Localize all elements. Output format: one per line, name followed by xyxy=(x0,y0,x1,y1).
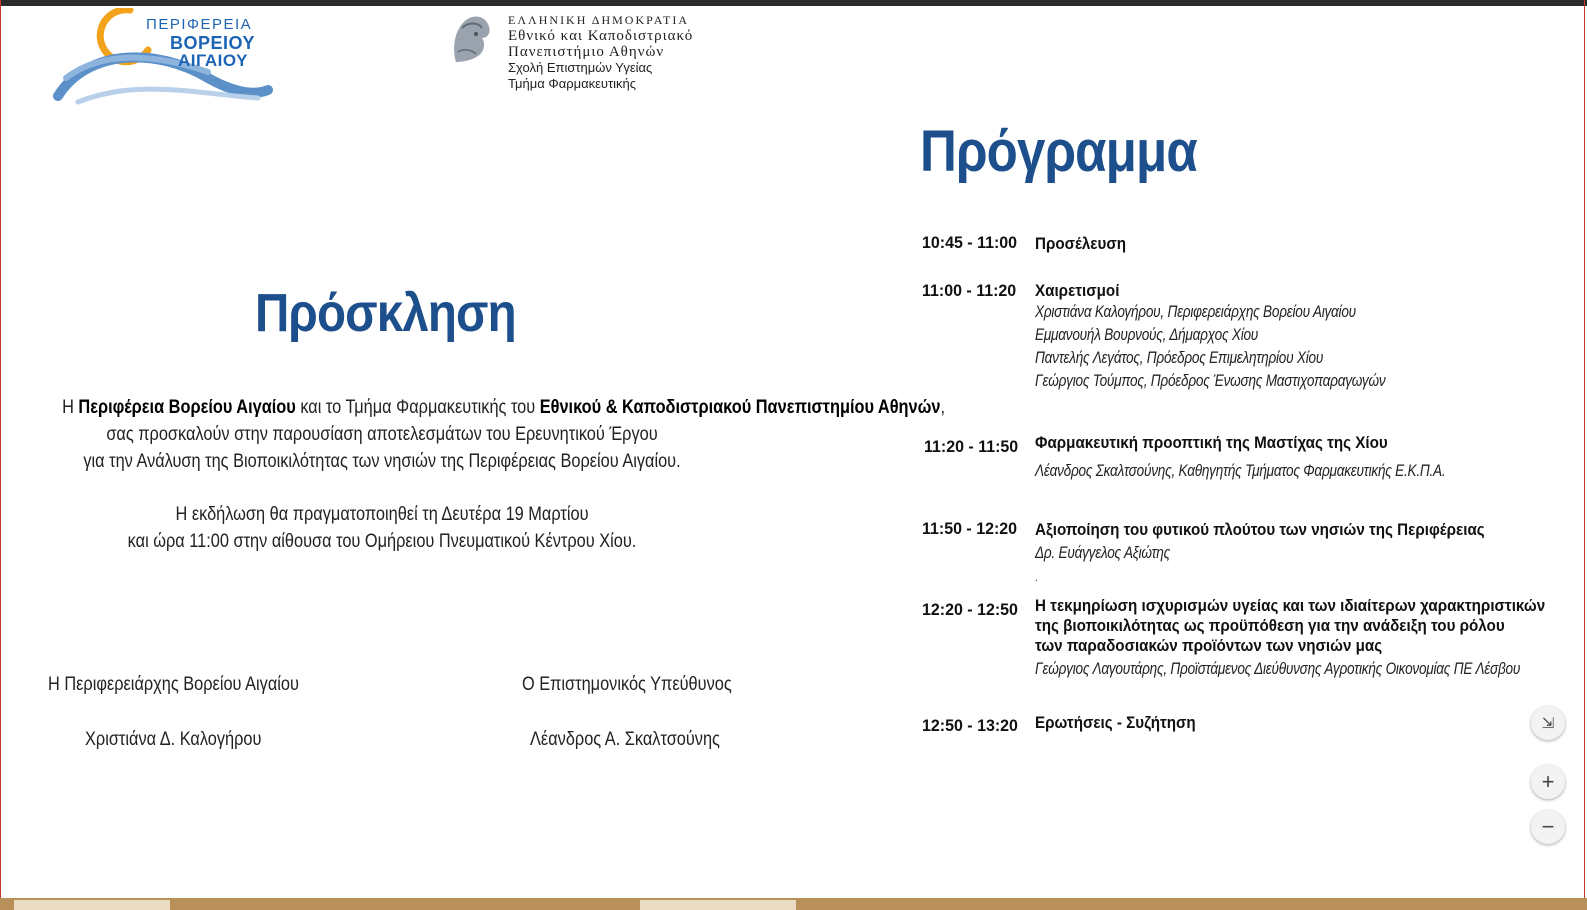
signature-left-name: Χριστιάνα Δ. Καλογήρου xyxy=(85,729,262,750)
region-logo-line3: ΑΙΓΑΙΟΥ xyxy=(178,51,248,70)
zoom-out-icon: − xyxy=(1541,814,1555,839)
program-speaker: Εμμανουήλ Βουρνούς, Δήμαρχος Χίου xyxy=(1035,325,1259,344)
program-heading: Ερωτήσεις - Συζήτηση xyxy=(1035,714,1196,732)
program-heading: Προσέλευση xyxy=(1035,235,1127,253)
program-time: 11:00 - 11:20 xyxy=(922,281,1017,300)
program-speaker: Παντελής Λεγάτος, Πρόεδρος Επιμελητηρίου Χίου xyxy=(1035,348,1324,367)
program-speaker: Λέανδρος Σκαλτσούνης, Καθηγητής Τμήματος Φαρμακευτικής Ε.Κ.Π.Α. xyxy=(1035,461,1446,480)
university-line4: Σχολή Επιστημών Υγείας xyxy=(508,60,653,75)
zoom-in-button[interactable] xyxy=(1531,765,1565,799)
p1-text-c: και το Τμήμα Φαρμακευτικής του xyxy=(295,397,540,418)
program-time: 12:20 - 12:50 xyxy=(922,600,1018,619)
program-speaker: Δρ. Ευάγγελος Αξιώτης xyxy=(1035,543,1170,562)
signature-right-title: Ο Επιστημονικός Υπεύθυνος xyxy=(522,674,732,695)
program-heading: Η τεκμηρίωση ισχυρισμών υγείας και των ιδιαίτερων χαρακτηριστικών xyxy=(1035,597,1546,615)
program-heading: Χαιρετισμοί xyxy=(1035,282,1120,300)
program-heading: των παραδοσιακών προϊόντων των νησιών μας xyxy=(1035,637,1383,655)
university-line1: ΕΛΛΗΝΙΚΗ ΔΗΜΟΚΡΑΤΙΑ xyxy=(508,13,690,27)
taskbar-item[interactable] xyxy=(14,900,170,910)
fit-page-icon: ⇲ xyxy=(1541,714,1555,732)
p1-region-name: Περιφέρεια Βορείου Αιγαίου xyxy=(78,397,296,418)
zoom-out-button[interactable] xyxy=(1531,810,1565,844)
university-line2: Εθνικό και Καποδιστριακό xyxy=(508,28,694,44)
program-heading: της βιοποικιλότητας ως προϋπόθεση για την ανάδειξη του ρόλου xyxy=(1035,617,1505,635)
invitation-paragraph-5: και ώρα 11:00 στην αίθουσα του Ομήρειου Πνευματικού Κέντρου Χίου. xyxy=(127,531,637,552)
program-time: 11:50 - 12:20 xyxy=(922,519,1018,538)
program-time: 10:45 - 11:00 xyxy=(922,233,1018,252)
program-note: . xyxy=(1035,570,1038,584)
region-logo xyxy=(48,8,273,118)
invitation-paragraph-3: για την Ανάλυση της Βιοποικιλότητας των νησιών της Περιφέρειας Βορείου Αιγαίου. xyxy=(83,451,681,472)
program-heading: Φαρμακευτική προοπτική της Μαστίχας της Χίου xyxy=(1035,434,1388,452)
taskbar-strip xyxy=(0,898,1587,910)
program-speaker: Γεώργιος Τούμπος, Πρόεδρος Ένωσης Μαστιχοπαραγωγών xyxy=(1035,371,1386,390)
program-speaker: Γεώργιος Λαγουτάρης, Προϊστάμενος Διεύθυνσης Αγροτικής Οικονομίας ΠΕ Λέσβου xyxy=(1035,659,1521,678)
university-line3: Πανεπιστήμιο Αθηνών xyxy=(508,44,665,60)
signature-left-title: Η Περιφερειάρχης Βορείου Αιγαίου xyxy=(48,674,299,695)
program-speaker: Χριστιάνα Καλογήρου, Περιφερειάρχης Βορείου Αιγαίου xyxy=(1035,302,1356,321)
program-time: 12:50 - 13:20 xyxy=(922,716,1018,735)
athena-emblem-icon xyxy=(448,12,494,66)
region-logo-line2: ΒΟΡΕΙΟΥ xyxy=(170,33,256,53)
invitation-paragraph-2: σας προσκαλούν στην παρουσίαση αποτελεσμάτων του Ερευνητικού Έργου xyxy=(106,424,658,445)
invitation-title: Πρόσκληση xyxy=(255,283,516,343)
region-logo-line1: ΠΕΡΙΦΕΡΕΙΑ xyxy=(146,16,253,33)
program-title: Πρόγραμμα xyxy=(920,119,1197,184)
signature-right-name: Λέανδρος Α. Σκαλτσούνης xyxy=(530,729,720,750)
university-header xyxy=(508,12,693,92)
program-heading: Αξιοποίηση του φυτικού πλούτου των νησιών της Περιφέρειας xyxy=(1035,521,1485,539)
fit-page-button[interactable] xyxy=(1531,706,1565,740)
invitation-paragraph-1 xyxy=(62,394,946,421)
program-time: 11:20 - 11:50 xyxy=(924,437,1019,456)
taskbar-item[interactable] xyxy=(640,900,796,910)
p1-text-e: , xyxy=(940,397,946,418)
p1-text-a: Η xyxy=(62,397,79,418)
p1-university-name: Εθνικού & Καποδιστριακού Πανεπιστημίου Αθηνών xyxy=(539,397,941,418)
invitation-paragraph-4: Η εκδήλωση θα πραγματοποιηθεί τη Δευτέρα 19 Μαρτίου xyxy=(175,504,589,525)
university-line5: Τμήμα Φαρμακευτικής xyxy=(508,76,637,91)
zoom-in-icon: + xyxy=(1541,769,1555,794)
